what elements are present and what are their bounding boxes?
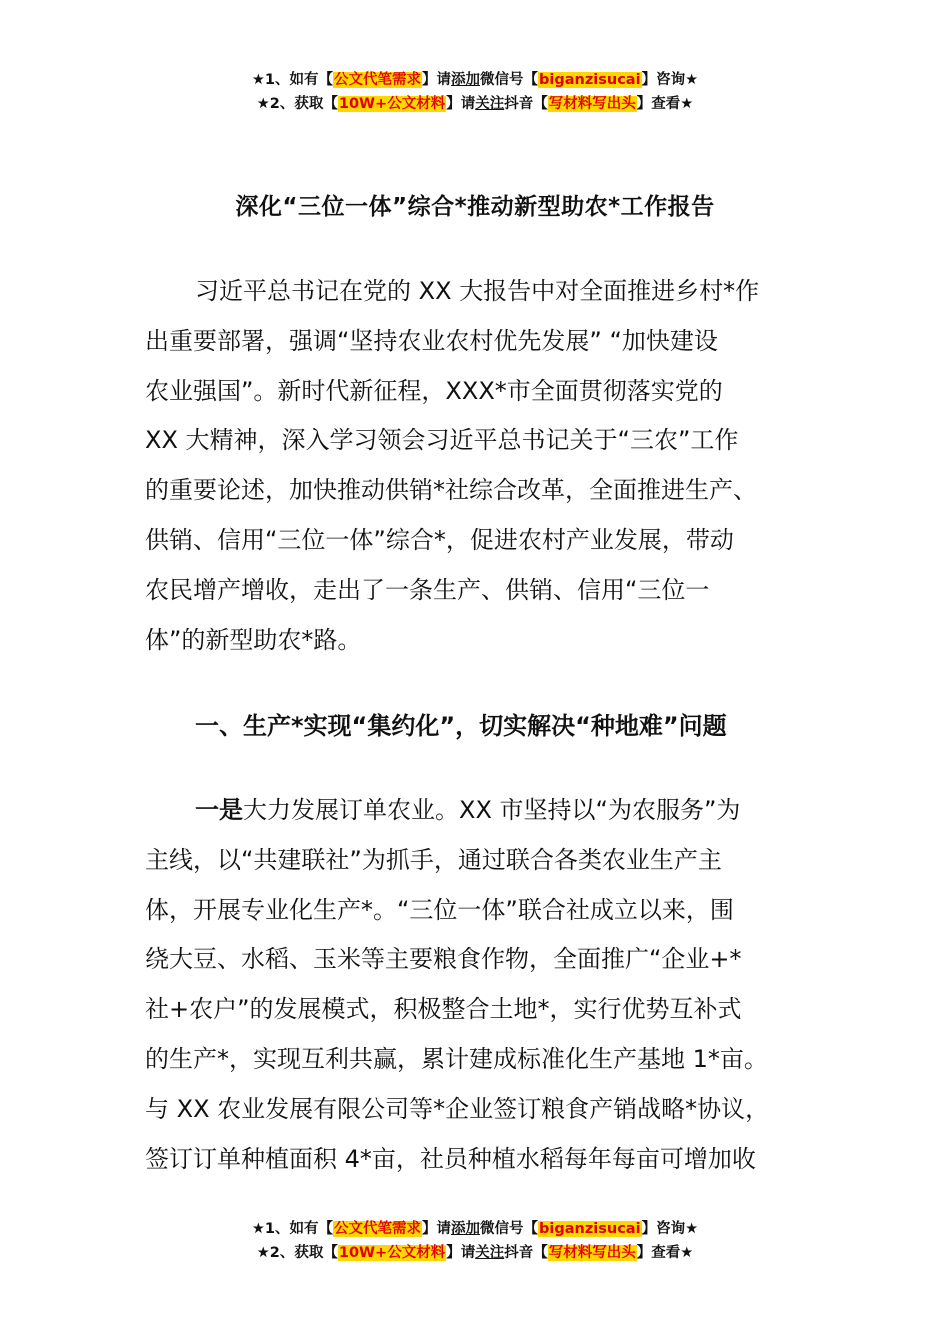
banner-text: 】请 xyxy=(446,96,476,112)
banner-text: ★1、如有【 xyxy=(251,1221,334,1237)
banner-underlined-text: 关注 xyxy=(475,1245,505,1261)
banner-line-2 xyxy=(0,1241,950,1265)
banner-text: 微信号【 xyxy=(480,1221,539,1237)
paragraph-line: 的生产*，实现互利共赢，累计建成标准化生产基地 1*亩。 xyxy=(145,1044,768,1073)
banner-underlined-text: 关注 xyxy=(475,96,505,112)
paragraph-line: 绕大豆、水稻、玉米等主要粮食作物，全面推广“企业+* xyxy=(145,945,742,974)
paragraph-line: XX 大精神，深入学习领会习近平总书记关于“三农”工作 xyxy=(145,426,739,455)
banner-text: ★1、如有【 xyxy=(251,72,334,88)
banner-underlined-text: 添加 xyxy=(451,1221,481,1237)
banner-text: 】请 xyxy=(422,72,452,88)
paragraph-line: 供销、信用“三位一体”综合*，促进农村产业发展，带动 xyxy=(145,525,734,554)
banner-highlight-wechat-id: biganzisucai xyxy=(539,1221,641,1237)
paragraph-line: 习近平总书记在党的 XX 大报告中对全面推进乡村*作 xyxy=(195,277,760,305)
banner-text: 】查看★ xyxy=(636,1245,694,1261)
banner-line-2 xyxy=(0,92,950,116)
banner-highlight: 公文代笔需求 xyxy=(334,1221,422,1237)
paragraph-line: 与 XX 农业发展有限公司等*企业签订粮食产销战略*协议， xyxy=(145,1094,770,1123)
header-banner xyxy=(0,68,950,116)
document-title: 深化“三位一体”综合*推动新型助农*工作报告 xyxy=(235,194,715,220)
banner-highlight-douyin-id: 写材料写出头 xyxy=(548,1245,636,1261)
banner-highlight: 10W+公文材料 xyxy=(338,1245,446,1261)
banner-text: ★2、获取【 xyxy=(256,96,338,112)
banner-highlight-douyin-id: 写材料写出头 xyxy=(548,96,636,112)
paragraph-first-line xyxy=(145,786,805,836)
paragraph-line-text: 大力发展订单农业。XX 市坚持以“为农服务”为 xyxy=(243,796,741,824)
paragraph-line: 签订订单种植面积 4*亩，社员种植水稻每年每亩可增加收 xyxy=(145,1144,756,1173)
banner-highlight: 公文代笔需求 xyxy=(334,72,422,88)
banner-text: 微信号【 xyxy=(480,72,539,88)
paragraph-line: 社+农户”的发展模式，积极整合土地*，实行优势互补式 xyxy=(145,995,742,1024)
footer-banner xyxy=(0,1217,950,1265)
paragraph-line: 体”的新型助农*路。 xyxy=(145,625,362,654)
banner-text: 】查看★ xyxy=(636,96,694,112)
paragraph-line: 农业强国”。新时代新征程，XXX*市全面贯彻落实党的 xyxy=(145,376,723,405)
banner-text: 抖音【 xyxy=(504,96,548,112)
banner-text: 】咨询★ xyxy=(641,72,699,88)
banner-highlight-wechat-id: biganzisucai xyxy=(539,72,641,88)
banner-text: 】请 xyxy=(422,1221,452,1237)
paragraph-1 xyxy=(145,267,805,665)
paragraph-lead-label: 一是 xyxy=(195,796,243,824)
banner-highlight: 10W+公文材料 xyxy=(338,96,446,112)
paragraph-line: 出重要部署，强调“坚持农业农村优先发展” “加快建设 xyxy=(145,326,718,355)
paragraph-line: 主线，以“共建联社”为抓手，通过联合各类农业生产主 xyxy=(145,845,722,874)
banner-text: 抖音【 xyxy=(504,1245,548,1261)
banner-text: ★2、获取【 xyxy=(256,1245,338,1261)
banner-text: 】请 xyxy=(446,1245,476,1261)
banner-line-1 xyxy=(0,1217,950,1241)
section-heading-1: 一、生产*实现“集约化”，切实解决“种地难”问题 xyxy=(195,712,727,740)
banner-text: 】咨询★ xyxy=(641,1221,699,1237)
banner-underlined-text: 添加 xyxy=(451,72,481,88)
paragraph-line: 农民增产增收，走出了一条生产、供销、信用“三位一 xyxy=(145,575,710,604)
banner-line-1 xyxy=(0,68,950,92)
paragraph-line: 体，开展专业化生产*。“三位一体”联合社成立以来，围 xyxy=(145,895,734,924)
paragraph-line: 的重要论述，加快推动供销*社综合改革，全面推进生产、 xyxy=(145,476,757,505)
paragraph-2 xyxy=(145,786,805,1184)
